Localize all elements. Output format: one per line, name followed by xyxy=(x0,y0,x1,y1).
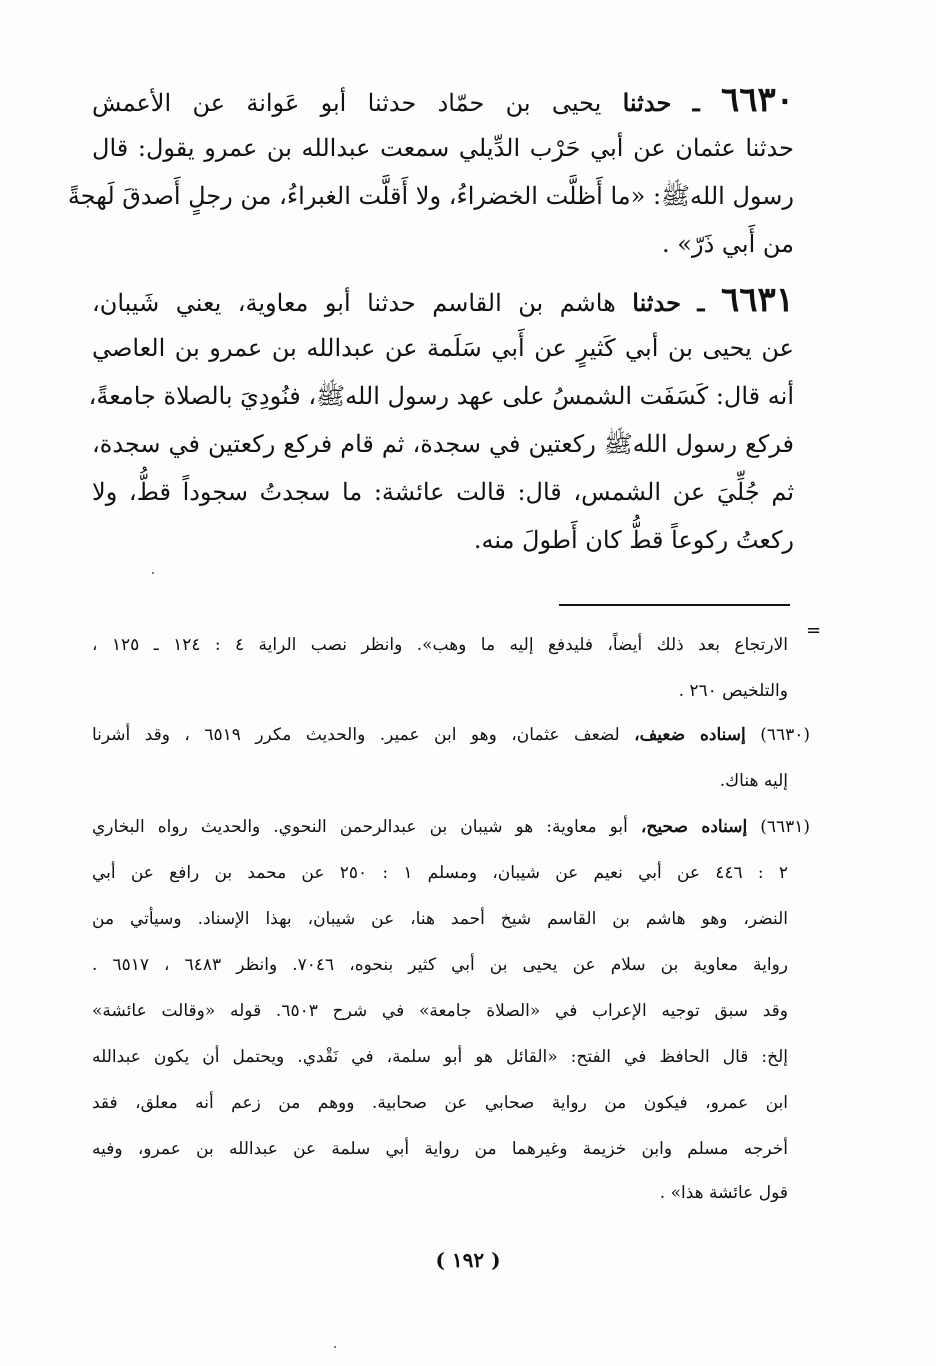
hadith-6631-line-2: عن يحيى بن أبي كَثيرٍ عن أَبي سَلَمة عن عبدالله بن عمرو بن العاصي xyxy=(92,334,794,362)
hadith-keyword: حدثنا xyxy=(622,88,672,117)
footnote-6631-line-6: إلخ: قال الحافظ في الفتح: «القائل هو أبو سلمة، في نَقْدي. ويحتمل أن يكون عبدالله xyxy=(92,1047,788,1067)
hadith-6630-line-4: من أَبي ذَرّ» . xyxy=(662,230,794,258)
hadith-6631-line-4: فركع رسول اللهﷺ ركعتين في سجدة، ثم قام فركع ركعتين في سجدة، xyxy=(92,430,794,458)
hadith-6631-line-5: ثم جُلِّيَ عن الشمس، قال: قالت عائشة: ما سجدتُ سجوداً قطُّ، ولا xyxy=(92,478,794,506)
footnote-grading: إسناده ضعيف، xyxy=(634,725,746,745)
hadith-6630-line-2: حدثنا عثمان عن أبي حَرْب الدِّيلي سمعت عبدالله بن عمرو يقول: قال xyxy=(92,134,794,162)
page-number: ( ١٩٢ ) xyxy=(435,1248,501,1272)
scan-speck xyxy=(334,1346,336,1348)
footnote-separator xyxy=(559,604,790,606)
hadith-dash: ـ xyxy=(697,288,705,317)
hadith-number: ٦٦٣٠ xyxy=(720,80,794,120)
footnote-continuation-line-2: والتلخيص ٢٦٠ . xyxy=(678,681,788,701)
hadith-6631-line-3: أنه قال: كَسَفَت الشمسُ على عهد رسول اللهﷺ، فنُودِيَ بالصلاة جامعةً، xyxy=(88,382,794,410)
footnote-6631-line-4: رواية معاوية بن سلام عن يحيى بن أبي كثير بنحوه، ٧٠٤٦. وانظر ٦٤٨٣ ، ٦٥١٧ . xyxy=(92,955,789,975)
footnote-6631-line-2: ٢ : ٤٤٦ عن أبي نعيم عن شيبان، ومسلم ١ : ٢٥٠ عن محمد بن رافع عن أبي xyxy=(92,863,788,883)
hadith-dash: ـ xyxy=(692,88,700,117)
hadith-6630-line-3: رسول اللهﷺ: «ما أَظلَّت الخضراءُ، ولا أَقلَّت الغبراءُ، من رجلٍ أَصدقَ لَهجةً xyxy=(67,182,794,210)
footnote-grading: إسناده صحيح، xyxy=(640,817,748,837)
footnote-6631-line-5: وقد سبق توجيه الإعراب في «الصلاة جامعة» في شرح ٦٥٠٣. قوله «وقالت عائشة» xyxy=(92,1001,788,1021)
footnote-text: أبو معاوية: هو شيبان بن عبدالرحمن النحوي. والحديث رواه البخاري xyxy=(92,817,628,837)
hadith-number: ٦٦٣١ xyxy=(720,280,794,320)
hadith-text: يحيى بن حمّاد حدثنا أبو عَوانة عن الأعمش xyxy=(92,89,602,117)
hadith-keyword: حدثنا xyxy=(632,288,681,317)
footnote-6631-line-1 xyxy=(92,812,810,842)
continuation-marker: = xyxy=(806,620,822,641)
footnote-6631-line-8: أخرجه مسلم وابن خزيمة وغيرهما من رواية أبي سلمة عن عبدالله بن عمرو، وفيه xyxy=(92,1139,788,1159)
footnote-6631-line-3: النضر، وهو هاشم بن القاسم شيخ أحمد هنا، عن شيبان، بهذا الإسناد. وسيأتي من xyxy=(92,909,788,929)
footnote-label: (٦٦٣١) xyxy=(760,817,811,837)
hadith-6631-line-1 xyxy=(92,280,794,320)
footnote-text: لضعف عثمان، وهو ابن عمير. والحديث مكرر ٦٥١٩ ، وقد أشرنا xyxy=(92,725,620,745)
footnote-continuation-line-1: الارتجاع بعد ذلك أيضاً، فليدفع إليه ما وهب». وانظر نصب الراية ٤ : ١٢٤ ـ ١٢٥ ، xyxy=(92,635,788,655)
footnote-6631-line-9: قول عائشة هذا» . xyxy=(659,1183,788,1203)
scan-speck xyxy=(152,572,154,574)
hadith-6630-line-1 xyxy=(92,80,794,120)
footnote-6630-line-1 xyxy=(92,720,810,750)
footnote-label: (٦٦٣٠) xyxy=(760,725,811,745)
footnote-6630-line-2: إليه هناك. xyxy=(719,771,788,791)
hadith-text: هاشم بن القاسم حدثنا أبو معاوية، يعني شَيبان، xyxy=(92,289,616,317)
hadith-6631-line-6: ركعتُ ركوعاً قطُّ كان أَطولَ منه. xyxy=(473,526,794,554)
footnote-6631-line-7: ابن عمرو، فيكون من رواية صحابي عن صحابية. ووهم من زعم أنه معلق، فقد xyxy=(92,1093,788,1113)
